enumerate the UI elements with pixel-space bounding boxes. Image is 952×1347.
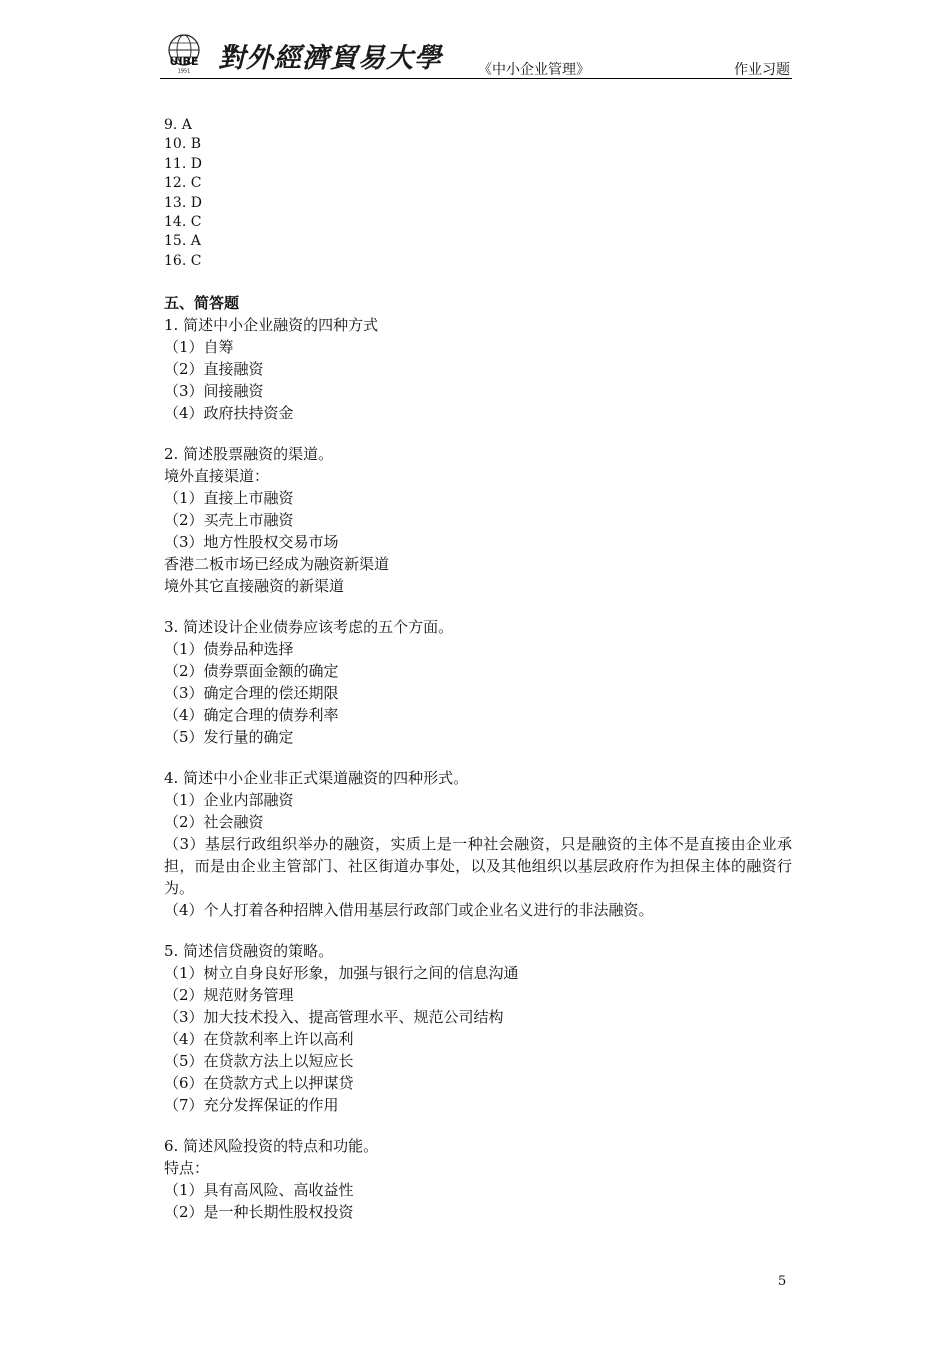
course-title: 《中小企业管理》 [478,62,590,78]
answer-item: 16. C [164,252,202,269]
question-item: （4）政府扶持资金 [164,404,294,423]
question-title: 3. 简述设计企业债券应该考虑的五个方面。 [164,618,454,637]
question-block [164,767,792,921]
question-item: （4）在贷款利率上许以高利 [164,1030,354,1049]
question-item: （1）债券品种选择 [164,640,294,659]
answer-list [164,116,792,271]
svg-text:UIBE: UIBE [169,55,199,68]
question-block [164,616,792,748]
question-item: （1）树立自身良好形象，加强与银行之间的信息沟通 [164,964,519,983]
question-item: （3）间接融资 [164,382,264,401]
question-title: 6. 简述风险投资的特点和功能。 [164,1137,379,1156]
question-item: （3）加大技术投入、提高管理水平、规范公司结构 [164,1008,504,1027]
answer-item: 9. A [164,117,192,133]
question-item: （2）是一种长期性股权投资 [164,1203,354,1222]
question-item: 特点： [164,1159,210,1178]
question-item: 境外直接渠道： [164,467,270,486]
question-item: （5）在贷款方法上以短应长 [164,1052,354,1071]
question-item: （1）自筹 [164,338,234,357]
page-number: 5 [778,1274,787,1289]
answer-item: 13. D [164,194,202,211]
question-block [164,1135,792,1223]
question-item: （2）买壳上市融资 [164,511,294,530]
question-title: 2. 简述股票融资的渠道。 [164,445,334,464]
page-content [164,116,792,1223]
question-item: （2）社会融资 [164,813,264,832]
question-item: 香港二板市场已经成为融资新渠道 [164,555,390,574]
question-item: 境外其它直接融资的新渠道 [164,577,345,596]
question-item: （4）个人打着各种招牌入借用基层行政部门或企业名义进行的非法融资。 [164,901,654,920]
answer-item: 10. B [164,136,202,153]
question-item: （6）在贷款方式上以押谋贷 [164,1074,354,1093]
answer-item: 11. D [164,155,202,172]
question-item: （3）确定合理的偿还期限 [164,684,339,703]
document-type: 作业习题 [734,62,790,78]
question-item: （2）规范财务管理 [164,986,294,1005]
question-block [164,443,792,597]
question-title: 4. 简述中小企业非正式渠道融资的四种形式。 [164,769,469,788]
question-item: （5）发行量的确定 [164,728,294,747]
answer-item: 14. C [164,214,202,231]
question-block [164,940,792,1116]
question-block [164,314,792,424]
question-item: （4）确定合理的债券利率 [164,706,339,725]
question-item: （2）债券票面金额的确定 [164,662,339,681]
question-title: 5. 简述信贷融资的策略。 [164,942,334,961]
answer-item: 12. C [164,175,202,192]
question-item: （3）地方性股权交易市场 [164,533,339,552]
svg-text:1951: 1951 [177,68,191,74]
question-item: （3）基层行政组织举办的融资，实质上是一种社会融资，只是融资的主体不是直接由企业承担，而是由企业主管部门、社区街道办事处，以及其他组织以基层政府作为担保主体的融资行为。 [164,835,792,898]
question-item: （1）企业内部融资 [164,791,294,810]
university-logo [160,32,208,74]
answer-item: 15. A [164,233,201,250]
question-item: （7）充分发挥保证的作用 [164,1096,339,1115]
question-item: （2）直接融资 [164,360,264,379]
page-header [160,30,792,79]
section-heading: 五、简答题 [164,294,240,313]
question-item: （1）直接上市融资 [164,489,294,508]
university-name: 對外經濟貿易大學 [218,43,442,74]
question-item: （1）具有高风险、高收益性 [164,1181,354,1200]
question-title: 1. 简述中小企业融资的四种方式 [164,316,379,335]
